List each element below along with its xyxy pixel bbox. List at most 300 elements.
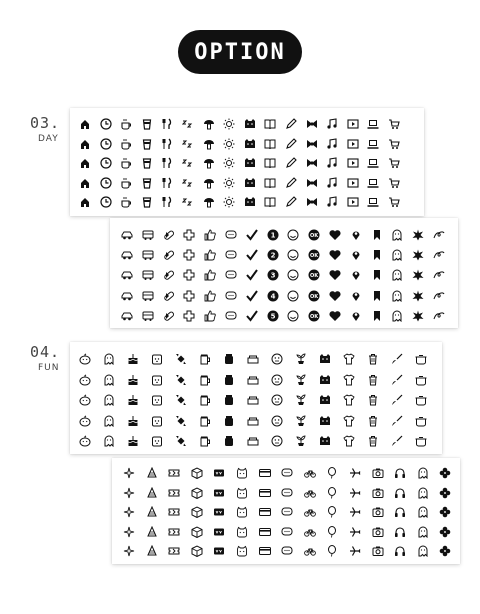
fork-knife-icon <box>160 117 174 131</box>
smile-icon <box>286 289 300 303</box>
chat-icon <box>280 486 294 500</box>
brush-icon <box>390 434 404 448</box>
bow-icon <box>305 176 319 190</box>
tag-icon <box>212 544 226 558</box>
number-icon <box>266 309 280 323</box>
ghost-icon <box>102 352 116 366</box>
sparkle-icon <box>122 466 136 480</box>
cart-icon <box>387 195 401 209</box>
plane-icon <box>348 466 362 480</box>
balloon-icon <box>325 505 339 519</box>
heart-icon <box>328 268 342 282</box>
pencil-icon <box>284 156 298 170</box>
beer-icon <box>198 414 212 428</box>
cat-face-icon <box>235 525 249 539</box>
trash-icon <box>366 352 380 366</box>
swirl-icon <box>432 228 446 242</box>
bookmark-icon <box>370 268 384 282</box>
candy-icon <box>174 352 188 366</box>
ghost-icon <box>390 289 404 303</box>
card-icon <box>258 525 272 539</box>
row-number: 5 <box>270 312 276 321</box>
pin-icon <box>349 289 363 303</box>
mushroom-icon <box>202 156 216 170</box>
trash-icon <box>366 434 380 448</box>
jar-icon <box>222 373 236 387</box>
ticket-icon <box>167 525 181 539</box>
pin-icon <box>349 228 363 242</box>
pin-icon <box>349 309 363 323</box>
chat-icon <box>280 466 294 480</box>
beer-icon <box>198 352 212 366</box>
plane-icon <box>348 505 362 519</box>
plane-icon <box>348 544 362 558</box>
brush-icon <box>390 373 404 387</box>
tag-icon <box>212 486 226 500</box>
home-icon <box>78 176 92 190</box>
option-title-text: OPTION <box>194 39 286 65</box>
ghost-icon <box>416 505 430 519</box>
splat-icon <box>411 248 425 262</box>
mushroom-icon <box>202 176 216 190</box>
pot-icon <box>414 414 428 428</box>
sleep-icon <box>181 156 195 170</box>
number-icon <box>266 228 280 242</box>
headphones-icon <box>393 466 407 480</box>
cart-icon <box>387 176 401 190</box>
section-fun-label: FUN <box>38 363 60 373</box>
play-icon <box>346 137 360 151</box>
laptop-icon <box>366 156 380 170</box>
bow-icon <box>305 195 319 209</box>
cart-icon <box>387 156 401 170</box>
tag-icon <box>212 525 226 539</box>
sticker-grid-day-1 <box>70 108 424 216</box>
car-icon <box>120 228 134 242</box>
music-icon <box>325 195 339 209</box>
sparkle-icon <box>122 525 136 539</box>
parcel-icon <box>190 505 204 519</box>
ghost-icon <box>102 373 116 387</box>
pill-icon <box>162 248 176 262</box>
card-icon <box>258 486 272 500</box>
fork-knife-icon <box>160 195 174 209</box>
book-icon <box>263 156 277 170</box>
car-icon <box>120 268 134 282</box>
beer-icon <box>198 393 212 407</box>
check-icon <box>245 248 259 262</box>
plus-icon <box>182 248 196 262</box>
cat-icon <box>318 414 332 428</box>
tag-icon <box>212 505 226 519</box>
section-day-label: DAY <box>38 134 59 144</box>
pumpkin-icon <box>78 373 92 387</box>
plant-icon <box>294 414 308 428</box>
bus-icon <box>141 268 155 282</box>
fork-knife-icon <box>160 156 174 170</box>
chat-icon <box>224 228 238 242</box>
sticker-grid-day-2 <box>110 218 458 328</box>
book-icon <box>263 137 277 151</box>
sofa-icon <box>246 352 260 366</box>
sofa-icon <box>246 414 260 428</box>
cup-icon <box>140 137 154 151</box>
cake-icon <box>126 373 140 387</box>
smile-icon <box>286 248 300 262</box>
box-face-icon <box>150 393 164 407</box>
face-icon <box>270 393 284 407</box>
camera-icon <box>371 544 385 558</box>
row-number: 1 <box>270 231 276 240</box>
cart-icon <box>387 117 401 131</box>
cat-icon <box>243 156 257 170</box>
cake-icon <box>126 352 140 366</box>
sun-icon <box>222 137 236 151</box>
sofa-icon <box>246 393 260 407</box>
ok-icon <box>307 228 321 242</box>
heart-icon <box>328 228 342 242</box>
clock-icon <box>99 137 113 151</box>
camera-icon <box>371 486 385 500</box>
ticket-icon <box>167 486 181 500</box>
coffee-icon <box>119 195 133 209</box>
cat-icon <box>243 137 257 151</box>
cat-face-icon <box>235 505 249 519</box>
sticker-sheet-fun-2 <box>112 458 460 564</box>
flower-icon <box>438 525 452 539</box>
trash-icon <box>366 393 380 407</box>
camera-icon <box>371 525 385 539</box>
ghost-icon <box>390 309 404 323</box>
flower-icon <box>438 544 452 558</box>
cat-icon <box>318 393 332 407</box>
balloon-icon <box>325 466 339 480</box>
flower-icon <box>438 466 452 480</box>
candy-icon <box>174 393 188 407</box>
cake-icon <box>126 414 140 428</box>
pill-icon <box>162 309 176 323</box>
balloon-icon <box>325 486 339 500</box>
thumb-icon <box>203 228 217 242</box>
bookmark-icon <box>370 309 384 323</box>
sleep-icon <box>181 195 195 209</box>
check-icon <box>245 268 259 282</box>
laptop-icon <box>366 137 380 151</box>
option-title <box>178 30 302 74</box>
card-icon <box>258 544 272 558</box>
card-icon <box>258 505 272 519</box>
cup-icon <box>140 195 154 209</box>
heart-icon <box>328 248 342 262</box>
pill-icon <box>162 268 176 282</box>
thumb-icon <box>203 268 217 282</box>
bookmark-icon <box>370 228 384 242</box>
ghost-icon <box>390 228 404 242</box>
plus-icon <box>182 309 196 323</box>
bike-icon <box>303 505 317 519</box>
plus-icon <box>182 228 196 242</box>
cat-face-icon <box>235 486 249 500</box>
plane-icon <box>348 525 362 539</box>
svg-text:OK: OK <box>310 273 319 280</box>
shirt-icon <box>342 414 356 428</box>
book-icon <box>263 195 277 209</box>
shirt-icon <box>342 373 356 387</box>
sticker-grid-fun-2 <box>112 458 460 564</box>
sticker-sheet-day-2 <box>110 218 458 328</box>
music-icon <box>325 117 339 131</box>
sleep-icon <box>181 137 195 151</box>
book-icon <box>263 117 277 131</box>
pot-icon <box>414 373 428 387</box>
book-icon <box>263 176 277 190</box>
sun-icon <box>222 117 236 131</box>
row-number: 2 <box>270 251 276 260</box>
car-icon <box>120 309 134 323</box>
headphones-icon <box>393 486 407 500</box>
trash-icon <box>366 373 380 387</box>
pill-icon <box>162 289 176 303</box>
tree-icon <box>145 466 159 480</box>
flower-icon <box>438 486 452 500</box>
plus-icon <box>182 289 196 303</box>
sun-icon <box>222 156 236 170</box>
play-icon <box>346 176 360 190</box>
number-icon <box>266 289 280 303</box>
svg-text:OK: OK <box>310 293 319 300</box>
splat-icon <box>411 268 425 282</box>
cart-icon <box>387 137 401 151</box>
ticket-icon <box>167 505 181 519</box>
ticket-icon <box>167 544 181 558</box>
cup-icon <box>140 117 154 131</box>
ghost-icon <box>416 466 430 480</box>
ghost-icon <box>390 268 404 282</box>
chat-icon <box>224 268 238 282</box>
cat-icon <box>318 352 332 366</box>
bus-icon <box>141 289 155 303</box>
pencil-icon <box>284 117 298 131</box>
beer-icon <box>198 373 212 387</box>
smile-icon <box>286 228 300 242</box>
jar-icon <box>222 352 236 366</box>
mushroom-icon <box>202 195 216 209</box>
svg-text:OK: OK <box>310 233 319 239</box>
box-face-icon <box>150 373 164 387</box>
ghost-icon <box>416 544 430 558</box>
chat-icon <box>280 505 294 519</box>
camera-icon <box>371 505 385 519</box>
row-number: 4 <box>270 292 276 301</box>
balloon-icon <box>325 544 339 558</box>
balloon-icon <box>325 525 339 539</box>
smile-icon <box>286 268 300 282</box>
coffee-icon <box>119 137 133 151</box>
tree-icon <box>145 505 159 519</box>
sun-icon <box>222 176 236 190</box>
cake-icon <box>126 434 140 448</box>
home-icon <box>78 137 92 151</box>
plus-icon <box>182 268 196 282</box>
parcel-icon <box>190 525 204 539</box>
flower-icon <box>438 505 452 519</box>
chat-icon <box>280 525 294 539</box>
thumb-icon <box>203 309 217 323</box>
camera-icon <box>371 466 385 480</box>
shirt-icon <box>342 393 356 407</box>
cat-icon <box>243 195 257 209</box>
laptop-icon <box>366 176 380 190</box>
check-icon <box>245 309 259 323</box>
beer-icon <box>198 434 212 448</box>
pot-icon <box>414 393 428 407</box>
candy-icon <box>174 373 188 387</box>
bow-icon <box>305 156 319 170</box>
pill-icon <box>162 228 176 242</box>
fork-knife-icon <box>160 137 174 151</box>
clock-icon <box>99 176 113 190</box>
cup-icon <box>140 156 154 170</box>
home-icon <box>78 156 92 170</box>
number-icon <box>266 248 280 262</box>
shirt-icon <box>342 352 356 366</box>
pin-icon <box>349 268 363 282</box>
face-icon <box>270 434 284 448</box>
bike-icon <box>303 466 317 480</box>
chat-icon <box>280 544 294 558</box>
check-icon <box>245 289 259 303</box>
number-icon <box>266 268 280 282</box>
ghost-icon <box>102 414 116 428</box>
trash-icon <box>366 414 380 428</box>
section-day-number: 03. <box>30 114 61 132</box>
jar-icon <box>222 393 236 407</box>
sofa-icon <box>246 373 260 387</box>
section-fun-number: 04. <box>30 343 61 361</box>
mushroom-icon <box>202 137 216 151</box>
plane-icon <box>348 486 362 500</box>
face-icon <box>270 373 284 387</box>
swirl-icon <box>432 289 446 303</box>
splat-icon <box>411 289 425 303</box>
splat-icon <box>411 228 425 242</box>
smile-icon <box>286 309 300 323</box>
pumpkin-icon <box>78 352 92 366</box>
heart-icon <box>328 309 342 323</box>
jar-icon <box>222 434 236 448</box>
thumb-icon <box>203 248 217 262</box>
car-icon <box>120 289 134 303</box>
play-icon <box>346 156 360 170</box>
pencil-icon <box>284 137 298 151</box>
clock-icon <box>99 117 113 131</box>
ghost-icon <box>416 525 430 539</box>
ghost-icon <box>390 248 404 262</box>
cup-icon <box>140 176 154 190</box>
brush-icon <box>390 414 404 428</box>
plant-icon <box>294 434 308 448</box>
shirt-icon <box>342 434 356 448</box>
tag-icon <box>212 466 226 480</box>
music-icon <box>325 156 339 170</box>
sparkle-icon <box>122 486 136 500</box>
cat-icon <box>243 117 257 131</box>
parcel-icon <box>190 486 204 500</box>
tree-icon <box>145 525 159 539</box>
plant-icon <box>294 373 308 387</box>
sleep-icon <box>181 117 195 131</box>
headphones-icon <box>393 544 407 558</box>
ok-icon <box>307 309 321 323</box>
sun-icon <box>222 195 236 209</box>
bookmark-icon <box>370 289 384 303</box>
ticket-icon <box>167 466 181 480</box>
parcel-icon <box>190 466 204 480</box>
plant-icon <box>294 393 308 407</box>
pot-icon <box>414 434 428 448</box>
chat-icon <box>224 248 238 262</box>
fork-knife-icon <box>160 176 174 190</box>
svg-text:OK: OK <box>310 313 319 320</box>
bookmark-icon <box>370 248 384 262</box>
ok-icon <box>307 289 321 303</box>
home-icon <box>78 195 92 209</box>
cat-icon <box>243 176 257 190</box>
clock-icon <box>99 195 113 209</box>
pumpkin-icon <box>78 434 92 448</box>
box-face-icon <box>150 414 164 428</box>
candy-icon <box>174 414 188 428</box>
play-icon <box>346 195 360 209</box>
sparkle-icon <box>122 505 136 519</box>
cat-face-icon <box>235 544 249 558</box>
pot-icon <box>414 352 428 366</box>
svg-text:OK: OK <box>310 253 319 260</box>
car-icon <box>120 248 134 262</box>
box-face-icon <box>150 352 164 366</box>
ok-icon <box>307 248 321 262</box>
bike-icon <box>303 486 317 500</box>
ok-icon <box>307 268 321 282</box>
brush-icon <box>390 393 404 407</box>
parcel-icon <box>190 544 204 558</box>
coffee-icon <box>119 176 133 190</box>
sticker-sheet-day-1 <box>70 108 424 216</box>
ghost-icon <box>102 393 116 407</box>
home-icon <box>78 117 92 131</box>
bike-icon <box>303 525 317 539</box>
bow-icon <box>305 137 319 151</box>
chat-icon <box>224 309 238 323</box>
face-icon <box>270 414 284 428</box>
swirl-icon <box>432 309 446 323</box>
cat-icon <box>318 434 332 448</box>
cat-icon <box>318 373 332 387</box>
coffee-icon <box>119 156 133 170</box>
bow-icon <box>305 117 319 131</box>
face-icon <box>270 352 284 366</box>
bike-icon <box>303 544 317 558</box>
ghost-icon <box>416 486 430 500</box>
box-face-icon <box>150 434 164 448</box>
ghost-icon <box>102 434 116 448</box>
pumpkin-icon <box>78 414 92 428</box>
swirl-icon <box>432 248 446 262</box>
splat-icon <box>411 309 425 323</box>
sticker-sheet-fun-1 <box>70 342 442 454</box>
music-icon <box>325 137 339 151</box>
clock-icon <box>99 156 113 170</box>
